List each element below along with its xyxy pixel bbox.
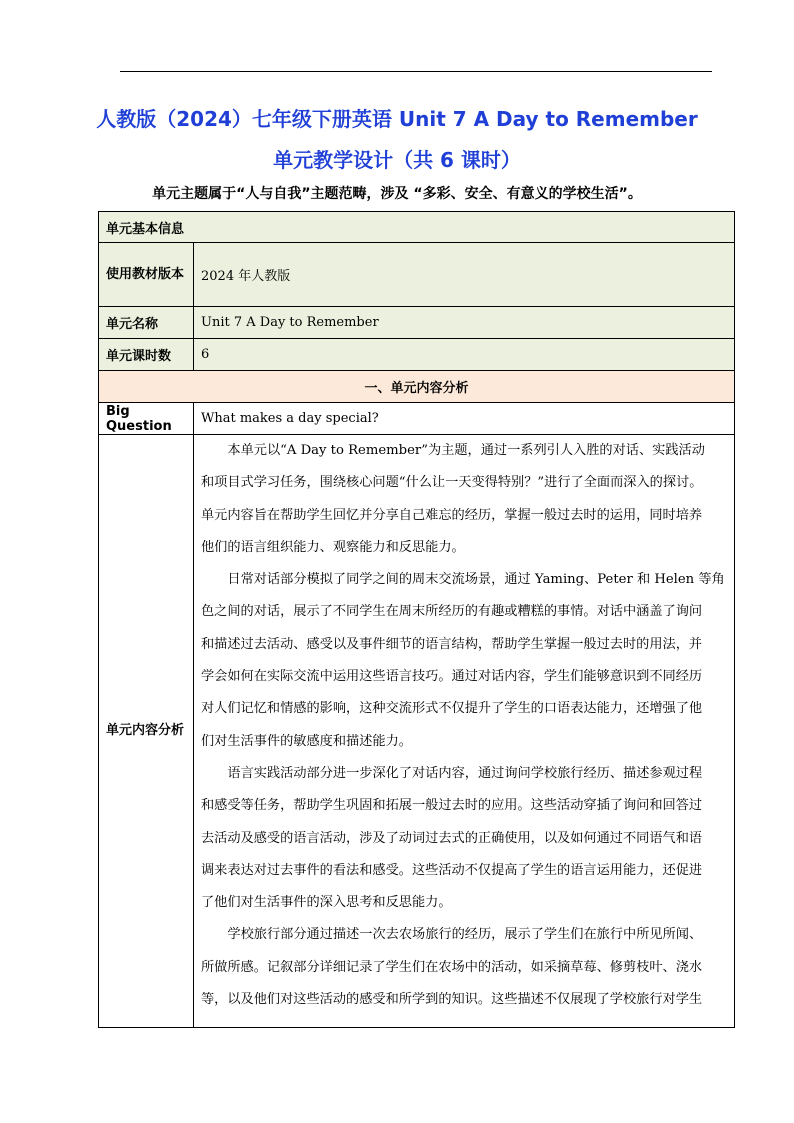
basic-info-header: 单元基本信息 (99, 212, 735, 243)
document-title: 人教版（2024）七年级下册英语 Unit 7 A Day to Remember (96, 107, 698, 131)
analysis-line: 调来表达对过去事件的看法和感受。这些活动不仅提高了学生的语言运用能力，还促进 (201, 862, 703, 878)
analysis-line: 所做所感。记叙部分详细记录了学生们在农场中的活动，如采摘草莓、修剪枝叶、浇水 (201, 959, 703, 975)
unit-name-label: 单元名称 (99, 307, 194, 339)
lesson-count-row (99, 339, 735, 371)
section1-header-row (99, 371, 735, 403)
basic-info-header-row (99, 212, 735, 243)
analysis-paragraphs (201, 435, 728, 1016)
big-question-label: Big Question (99, 403, 194, 435)
analysis-label: 单元内容分析 (99, 435, 194, 1028)
document-subtitle: 单元教学设计（共 6 课时） (273, 148, 521, 172)
textbook-value: 2024 年人教版 (194, 243, 735, 307)
analysis-line: 本单元以“A Day to Remember”为主题，通过一系列引人入胜的对话、实践活动 (227, 443, 705, 458)
unit-name-value: Unit 7 A Day to Remember (194, 307, 735, 339)
analysis-line: 和描述过去活动、感受以及事件细节的语言结构，帮助学生掌握一般过去时的用法，并 (201, 636, 703, 652)
header-rule (120, 71, 712, 72)
analysis-line: 和感受等任务，帮助学生巩固和拓展一般过去时的应用。这些活动穿插了询问和回答过 (201, 798, 703, 814)
analysis-row (99, 435, 735, 1028)
textbook-label: 使用教材版本 (99, 243, 194, 307)
lesson-count-value: 6 (194, 339, 735, 371)
textbook-row (99, 243, 735, 307)
unit-name-row (99, 307, 735, 339)
lesson-count-label: 单元课时数 (99, 339, 194, 371)
section1-header: 一、单元内容分析 (99, 371, 735, 403)
analysis-line: 和项目式学习任务，围绕核心问题“什么让一天变得特别？”进行了全面而深入的探讨。 (201, 475, 703, 491)
unit-theme-intro: 单元主题属于“人与自我”主题范畴，涉及 “多彩、安全、有意义的学校生活”。 (152, 186, 642, 202)
analysis-line: 等，以及他们对这些活动的感受和所学到的知识。这些描述不仅展现了学校旅行对学生 (201, 992, 703, 1008)
analysis-content (194, 435, 735, 1028)
unit-design-table (98, 211, 735, 1028)
analysis-line: 日常对话部分模拟了同学之间的周末交流场景，通过 Yaming、Peter 和 Helen 等角 (227, 572, 725, 588)
analysis-line: 单元内容旨在帮助学生回忆并分享自己难忘的经历，掌握一般过去时的运用，同时培养 (201, 507, 703, 523)
analysis-line: 对人们记忆和情感的影响，这种交流形式不仅提升了学生的口语表达能力，还增强了他 (201, 701, 703, 717)
analysis-line: 们对生活事件的敏感度和描述能力。 (201, 733, 412, 749)
analysis-line: 他们的语言组织能力、观察能力和反思能力。 (201, 539, 465, 555)
analysis-line: 色之间的对话，展示了不同学生在周末所经历的有趣或糟糕的事情。对话中涵盖了询问 (201, 604, 703, 620)
analysis-line: 了他们对生活事件的深入思考和反思能力。 (201, 895, 452, 911)
big-question-row (99, 403, 735, 435)
analysis-line: 学会如何在实际交流中运用这些语言技巧。通过对话内容，学生们能够意识到不同经历 (201, 669, 703, 685)
analysis-line: 去活动及感受的语言活动，涉及了动词过去式的正确使用，以及如何通过不同语气和语 (201, 830, 703, 846)
big-question-value: What makes a day special? (194, 403, 735, 435)
analysis-line: 学校旅行部分通过描述一次去农场旅行的经历，展示了学生们在旅行中所见所闻、 (227, 927, 703, 943)
analysis-line: 语言实践活动部分进一步深化了对话内容，通过询问学校旅行经历、描述参观过程 (227, 765, 703, 781)
